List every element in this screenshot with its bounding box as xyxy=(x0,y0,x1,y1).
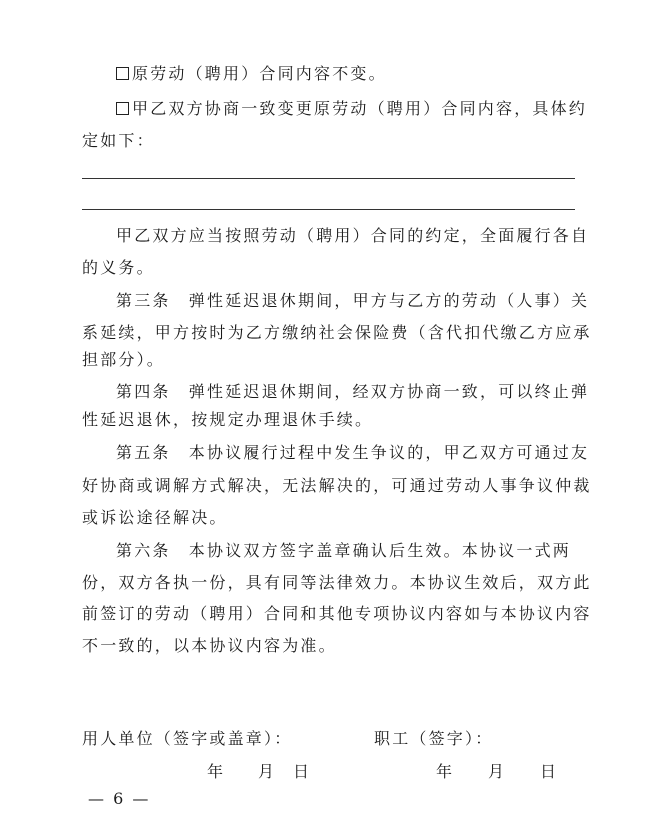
article5-line-1: 第五条 本协议履行过程中发生争议的，甲乙双方可通过友 xyxy=(116,443,590,462)
employee-date-day: 日 xyxy=(540,762,559,781)
option-unchanged-text: 原劳动（聘用）合同内容不变。 xyxy=(132,64,387,83)
obligation-line-1: 甲乙双方应当按照劳动（聘用）合同的约定，全面履行各自 xyxy=(116,226,590,245)
employer-signature-label: 用人单位（签字或盖章）： xyxy=(82,729,293,748)
option-changed xyxy=(116,99,587,119)
article3-line-2: 系延续，甲方按时为乙方缴纳社会保险费（含代扣代缴乙方应承 xyxy=(82,323,592,342)
employee-date-month: 月 xyxy=(488,762,507,781)
article6-line-2: 份，双方各执一份，具有同等法律效力。本协议生效后，双方此 xyxy=(82,573,592,592)
blank-line-2[interactable] xyxy=(82,209,575,210)
option-changed-text-2: 定如下： xyxy=(82,131,155,150)
article6-line-1: 第六条 本协议双方签字盖章确认后生效。本协议一式两 xyxy=(116,541,572,560)
article4-line-2: 性延迟退休，按规定办理退休手续。 xyxy=(82,410,374,429)
article5-line-3: 或诉讼途径解决。 xyxy=(82,508,228,527)
employer-date-month: 月 xyxy=(258,762,277,781)
employer-date-year: 年 xyxy=(207,762,226,781)
article4-line-1: 第四条 弹性延迟退休期间，经双方协商一致，可以终止弹 xyxy=(116,382,590,401)
checkbox-changed[interactable] xyxy=(116,102,129,115)
article3-line-3: 担部分）。 xyxy=(82,350,166,369)
option-unchanged xyxy=(116,64,387,84)
obligation-line-2: 的义务。 xyxy=(82,258,155,277)
article3-line-1: 第三条 弹性延迟退休期间，甲方与乙方的劳动（人事）关 xyxy=(116,291,590,310)
blank-line-1[interactable] xyxy=(82,178,575,179)
employer-date-day: 日 xyxy=(293,762,312,781)
page-number: — 6 — xyxy=(88,789,151,808)
article5-line-2: 好协商或调解方式解决，无法解决的，可通过劳动人事争议仲裁 xyxy=(82,476,592,495)
option-changed-text-1: 甲乙双方协商一致变更原劳动（聘用）合同内容，具体约 xyxy=(132,99,588,118)
checkbox-unchanged[interactable] xyxy=(116,67,129,80)
employee-signature-label: 职工（签字）： xyxy=(374,729,494,748)
article6-line-4: 不一致的，以本协议内容为准。 xyxy=(82,636,337,655)
article6-line-3: 前签订的劳动（聘用）合同和其他专项协议内容如与本协议内容 xyxy=(82,604,592,623)
employee-date-year: 年 xyxy=(436,762,455,781)
